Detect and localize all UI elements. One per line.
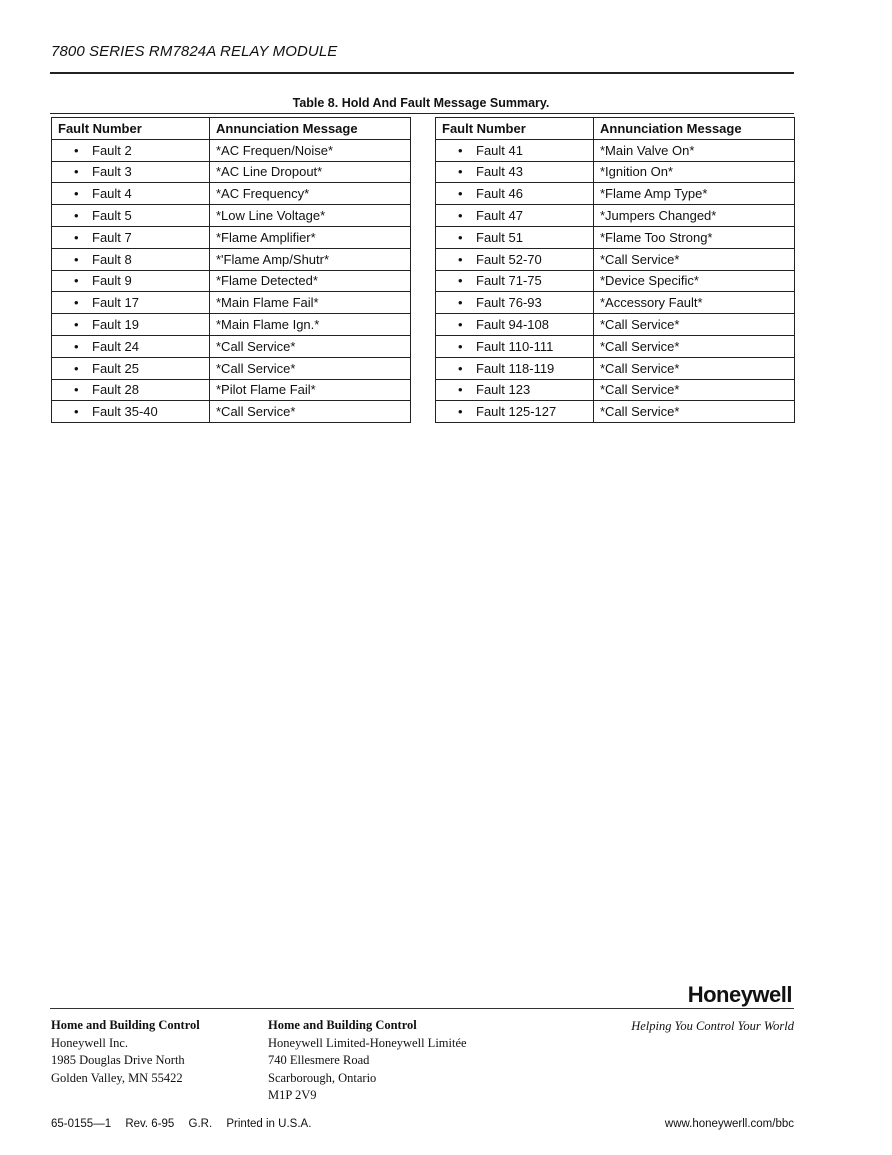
fault-number: Fault 28: [92, 382, 139, 398]
ca-company: Honeywell Limited-Honeywell Limitée: [268, 1035, 467, 1050]
annunciation-message-cell: *Jumpers Changed*: [594, 205, 795, 227]
table-row: [436, 314, 795, 336]
fault-number-cell: [52, 335, 210, 357]
table-row: [52, 183, 411, 205]
annunciation-message-cell: *Pilot Flame Fail*: [210, 379, 411, 401]
table-row: [52, 226, 411, 248]
table-row: [52, 335, 411, 357]
table-row: [436, 183, 795, 205]
annunciation-message-cell: *AC Line Dropout*: [210, 161, 411, 183]
fault-number: Fault 35-40: [92, 404, 158, 420]
fault-number-cell: [52, 314, 210, 336]
annunciation-message-cell: *Call Service*: [594, 357, 795, 379]
table-row: [436, 270, 795, 292]
annunciation-message-cell: *Ignition On*: [594, 161, 795, 183]
bullet-icon: •: [74, 360, 79, 376]
fault-number: Fault 118-119: [476, 360, 555, 376]
footer-divider: [50, 1008, 794, 1009]
fault-number-cell: [52, 161, 210, 183]
fault-number-cell: [52, 292, 210, 314]
column-header-fault-number: Fault Number: [436, 118, 594, 140]
table-row: [52, 205, 411, 227]
ca-postal-code: M1P 2V9: [268, 1088, 317, 1102]
bullet-icon: •: [74, 273, 79, 289]
column-header-annunciation-message: Annunciation Message: [594, 118, 795, 140]
bullet-icon: •: [74, 338, 79, 354]
fault-number: Fault 46: [476, 186, 523, 202]
honeywell-logo: Honeywell: [687, 982, 792, 1007]
fault-number: Fault 4: [92, 186, 132, 202]
fault-number: Fault 76-93: [476, 295, 542, 311]
fault-number-cell: [436, 270, 594, 292]
table-caption: Table 8. Hold And Fault Message Summary.: [292, 96, 550, 110]
fault-number: Fault 19: [92, 317, 139, 333]
fault-number-cell: [436, 335, 594, 357]
bullet-icon: •: [458, 360, 463, 376]
header-divider: [50, 72, 794, 74]
bullet-icon: •: [74, 317, 79, 333]
annunciation-message-cell: *Accessory Fault*: [594, 292, 795, 314]
annunciation-message-cell: *AC Frequen/Noise*: [210, 139, 411, 161]
printed-location: Printed in U.S.A.: [226, 1118, 312, 1130]
us-address-block: [51, 1017, 200, 1087]
fault-number-cell: [52, 139, 210, 161]
fault-number-cell: [436, 139, 594, 161]
table-row: [436, 292, 795, 314]
annunciation-message-cell: *Call Service*: [594, 379, 795, 401]
annunciation-message-cell: *Call Service*: [594, 314, 795, 336]
bullet-icon: •: [74, 164, 79, 180]
caption-divider: [50, 113, 794, 114]
fault-number-cell: [52, 183, 210, 205]
tagline: Helping You Control Your World: [631, 1019, 794, 1033]
fault-number: Fault 51: [476, 229, 523, 245]
bullet-icon: •: [458, 317, 463, 333]
fault-number: Fault 125-127: [476, 404, 557, 420]
table-header-row: [52, 118, 411, 140]
table-row: [436, 248, 795, 270]
fault-table-left: [51, 117, 411, 423]
fault-number-cell: [436, 226, 594, 248]
us-street: 1985 Douglas Drive North: [51, 1053, 185, 1067]
fault-number: Fault 17: [92, 295, 139, 311]
bullet-icon: •: [458, 382, 463, 398]
fault-number: Fault 110-111: [476, 338, 554, 354]
bullet-icon: •: [458, 229, 463, 245]
bullet-icon: •: [458, 186, 463, 202]
fault-number: Fault 2: [92, 142, 132, 158]
annunciation-message-cell: *Main Flame Fail*: [210, 292, 411, 314]
ca-division: Home and Building Control: [268, 1018, 417, 1032]
fault-number-cell: [436, 248, 594, 270]
table-row: [52, 401, 411, 423]
annunciation-message-cell: *Low Line Voltage*: [210, 205, 411, 227]
document-header-title: 7800 SERIES RM7824A RELAY MODULE: [51, 43, 338, 60]
fault-number-cell: [52, 248, 210, 270]
fault-number: Fault 3: [92, 164, 132, 180]
bullet-icon: •: [458, 295, 463, 311]
ca-city: Scarborough, Ontario: [268, 1070, 377, 1085]
bullet-icon: •: [74, 404, 79, 420]
fault-number-cell: [52, 357, 210, 379]
bullet-icon: •: [458, 273, 463, 289]
fault-table-right: [435, 117, 795, 423]
annunciation-message-cell: *Device Specific*: [594, 270, 795, 292]
author-initials: G.R.: [188, 1118, 213, 1130]
annunciation-message-cell: *Flame Amplifier*: [210, 226, 411, 248]
table-row: [52, 292, 411, 314]
revision-date: Rev. 6-95: [125, 1118, 175, 1130]
annunciation-message-cell: *Flame Amp Type*: [594, 183, 795, 205]
table-row: [52, 314, 411, 336]
bullet-icon: •: [458, 208, 463, 224]
fault-number: Fault 52-70: [476, 251, 542, 267]
bullet-icon: •: [458, 338, 463, 354]
annunciation-message-cell: *AC Frequency*: [210, 183, 411, 205]
website-url: www.honeywerll.com/bbc: [664, 1118, 794, 1130]
annunciation-message-cell: *Call Service*: [210, 335, 411, 357]
bullet-icon: •: [458, 404, 463, 420]
table-row: [52, 270, 411, 292]
fault-number: Fault 123: [476, 382, 531, 398]
fault-number-cell: [436, 314, 594, 336]
fault-number-cell: [436, 357, 594, 379]
fault-number-cell: [436, 401, 594, 423]
fault-number-cell: [436, 205, 594, 227]
bullet-icon: •: [74, 186, 79, 202]
fault-number-cell: [52, 226, 210, 248]
table-header-row: [436, 118, 795, 140]
table-row: [52, 248, 411, 270]
annunciation-message-cell: *'Flame Amp/Shutr*: [210, 248, 411, 270]
column-header-annunciation-message: Annunciation Message: [210, 118, 411, 140]
fault-number-cell: [436, 292, 594, 314]
fault-number-cell: [52, 205, 210, 227]
fault-number-cell: [52, 379, 210, 401]
bullet-icon: •: [458, 164, 463, 180]
us-division: Home and Building Control: [51, 1018, 200, 1032]
fault-number: Fault 94-108: [476, 317, 549, 333]
us-company: Honeywell Inc.: [51, 1035, 129, 1050]
canada-address-block: [268, 1017, 467, 1105]
table-row: [436, 139, 795, 161]
table-row: [52, 357, 411, 379]
fault-number-cell: [52, 270, 210, 292]
table-row: [436, 401, 795, 423]
table-row: [52, 379, 411, 401]
bullet-icon: •: [458, 251, 463, 267]
bullet-icon: •: [74, 251, 79, 267]
column-header-fault-number: Fault Number: [52, 118, 210, 140]
annunciation-message-cell: *Main Valve On*: [594, 139, 795, 161]
table-row: [52, 139, 411, 161]
fault-number-cell: [436, 183, 594, 205]
table-row: [436, 335, 795, 357]
us-city: Golden Valley, MN 55422: [51, 1070, 183, 1085]
fault-number: Fault 41: [476, 142, 523, 158]
fault-number: Fault 71-75: [476, 273, 542, 289]
fault-number-cell: [52, 401, 210, 423]
bullet-icon: •: [74, 229, 79, 245]
annunciation-message-cell: *Call Service*: [210, 401, 411, 423]
document-number: 65-0155—1: [51, 1118, 112, 1130]
table-row: [436, 161, 795, 183]
annunciation-message-cell: *Call Service*: [594, 335, 795, 357]
annunciation-message-cell: *Main Flame Ign.*: [210, 314, 411, 336]
annunciation-message-cell: *Call Service*: [210, 357, 411, 379]
fault-number-cell: [436, 161, 594, 183]
table-row: [52, 161, 411, 183]
table-row: [436, 357, 795, 379]
annunciation-message-cell: *Flame Too Strong*: [594, 226, 795, 248]
bullet-icon: •: [74, 208, 79, 224]
fault-number: Fault 7: [92, 229, 132, 245]
publication-info: [51, 1118, 322, 1130]
table-row: [436, 379, 795, 401]
fault-number: Fault 9: [92, 273, 132, 289]
table-row: [436, 205, 795, 227]
fault-number: Fault 5: [92, 208, 132, 224]
fault-number: Fault 43: [476, 164, 523, 180]
bullet-icon: •: [74, 295, 79, 311]
fault-number: Fault 24: [92, 338, 139, 354]
annunciation-message-cell: *Call Service*: [594, 248, 795, 270]
bullet-icon: •: [74, 142, 79, 158]
bullet-icon: •: [74, 382, 79, 398]
annunciation-message-cell: *Flame Detected*: [210, 270, 411, 292]
fault-number: Fault 47: [476, 208, 523, 224]
bullet-icon: •: [458, 142, 463, 158]
annunciation-message-cell: *Call Service*: [594, 401, 795, 423]
fault-number: Fault 25: [92, 360, 139, 376]
table-row: [436, 226, 795, 248]
fault-number-cell: [436, 379, 594, 401]
ca-street: 740 Ellesmere Road: [268, 1053, 370, 1067]
fault-number: Fault 8: [92, 251, 132, 267]
